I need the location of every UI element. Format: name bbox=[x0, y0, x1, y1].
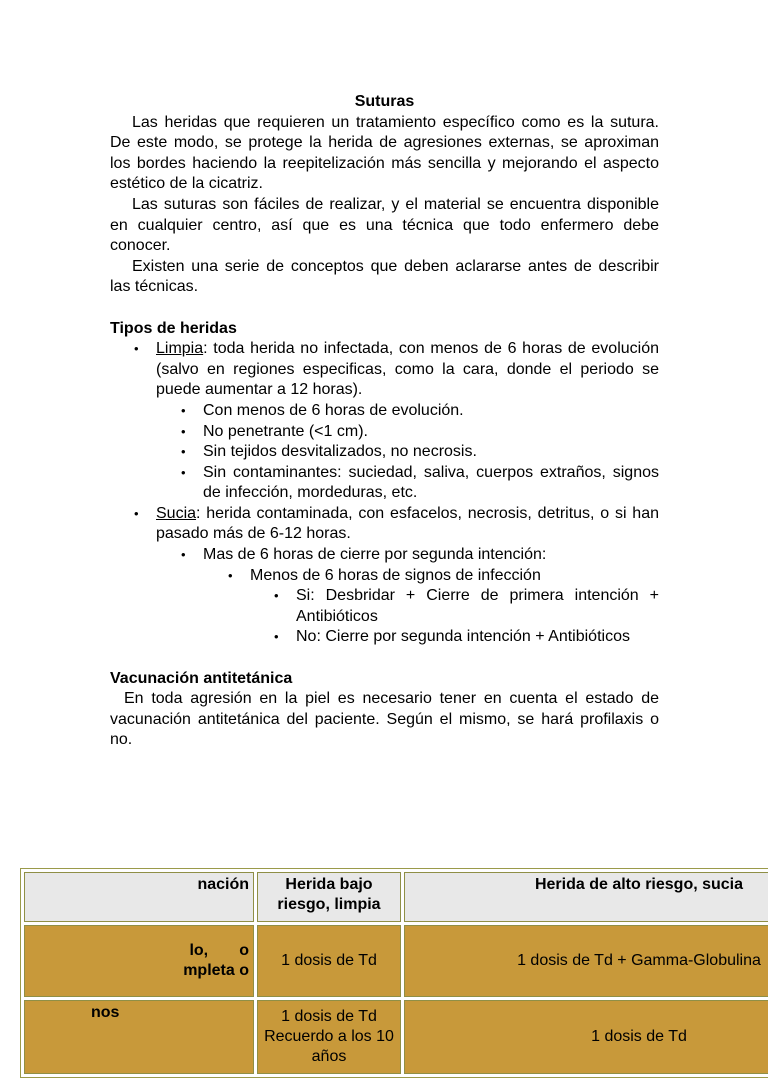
list-item-sucia bbox=[156, 504, 659, 545]
list-item-si: • Si: Desbridar + Cierre de primera intención + Antibióticos bbox=[296, 586, 659, 627]
document-body bbox=[91, 92, 761, 1065]
section-heading-tipos: Tipos de heridas bbox=[110, 319, 237, 337]
list-item: • Con menos de 6 horas de evolución. bbox=[203, 401, 659, 422]
table-cell: 1 dosis de Td Recuerdo a los 10 años bbox=[257, 1000, 401, 1074]
table-cell: 1 dosis de Td + Gamma-Globulina bbox=[404, 925, 768, 997]
limpia-definition: : toda herida no infectada, con menos de 6 horas de evolución (salvo en regiones especificas, como la cara, donde el periodo se puede aumentar a 12 horas). bbox=[156, 340, 659, 399]
term-sucia: Sucia bbox=[156, 504, 197, 522]
list-item: • Menos de 6 horas de signos de infección bbox=[250, 566, 659, 587]
table-cell: nos bbox=[24, 1000, 254, 1074]
vacuna-paragraph: En toda agresión en la piel es necesario tener en cuenta el estado de vacunación antitetánica del paciente. Según el mismo, se hará profilaxis o no. bbox=[110, 690, 659, 749]
vaccination-table bbox=[20, 868, 768, 1078]
intro-paragraph-2: Las suturas son fáciles de realizar, y el material se encuentra disponible en cualquier centro, así que es una técnica que todo enfermero debe conocer. bbox=[110, 195, 659, 255]
table-header-cell: nación bbox=[24, 872, 254, 922]
list-item: • Sin contaminantes: suciedad, saliva, cuerpos extraños, signos de infección, mordeduras, etc. bbox=[203, 463, 659, 504]
table-header-row bbox=[24, 872, 768, 922]
list-item: • Sin tejidos desvitalizados, no necrosis. bbox=[203, 442, 659, 463]
intro-paragraph-1: Las heridas que requieren un tratamiento específico como es la sutura. De este modo, se protege la herida de agresiones externas, se aproximan los bordes haciendo la reepitelización más sencilla y mejorando el aspecto estético de la cicatriz. bbox=[110, 113, 659, 193]
intro-paragraph-3: Existen una serie de conceptos que deben aclararse antes de describir las técnicas. bbox=[110, 257, 659, 296]
list-item-limpia bbox=[156, 339, 659, 401]
table-row bbox=[24, 925, 768, 997]
table-header-cell: Herida de alto riesgo, sucia bbox=[404, 872, 768, 922]
list-item: • No penetrante (<1 cm). bbox=[203, 422, 659, 443]
list-item-no: • No: Cierre por segunda intención + Antibióticos bbox=[296, 627, 659, 648]
table-row bbox=[24, 1000, 768, 1074]
table-header-cell: Herida bajo riesgo, limpia bbox=[257, 872, 401, 922]
section-heading-vacuna: Vacunación antitetánica bbox=[110, 669, 293, 687]
wound-types-list bbox=[110, 339, 659, 648]
list-item: • Mas de 6 horas de cierre por segunda intención: bbox=[203, 545, 659, 566]
page-title: Suturas bbox=[354, 93, 415, 110]
sucia-definition: : herida contaminada, con esfacelos, necrosis, detritus, o si han pasado más de 6-12 horas. bbox=[156, 504, 659, 543]
term-limpia: Limpia bbox=[156, 340, 204, 358]
table-cell: 1 dosis de Td bbox=[257, 925, 401, 997]
table-cell: 1 dosis de Td bbox=[404, 1000, 768, 1074]
table-cell: lo, o mpleta o bbox=[24, 925, 254, 997]
